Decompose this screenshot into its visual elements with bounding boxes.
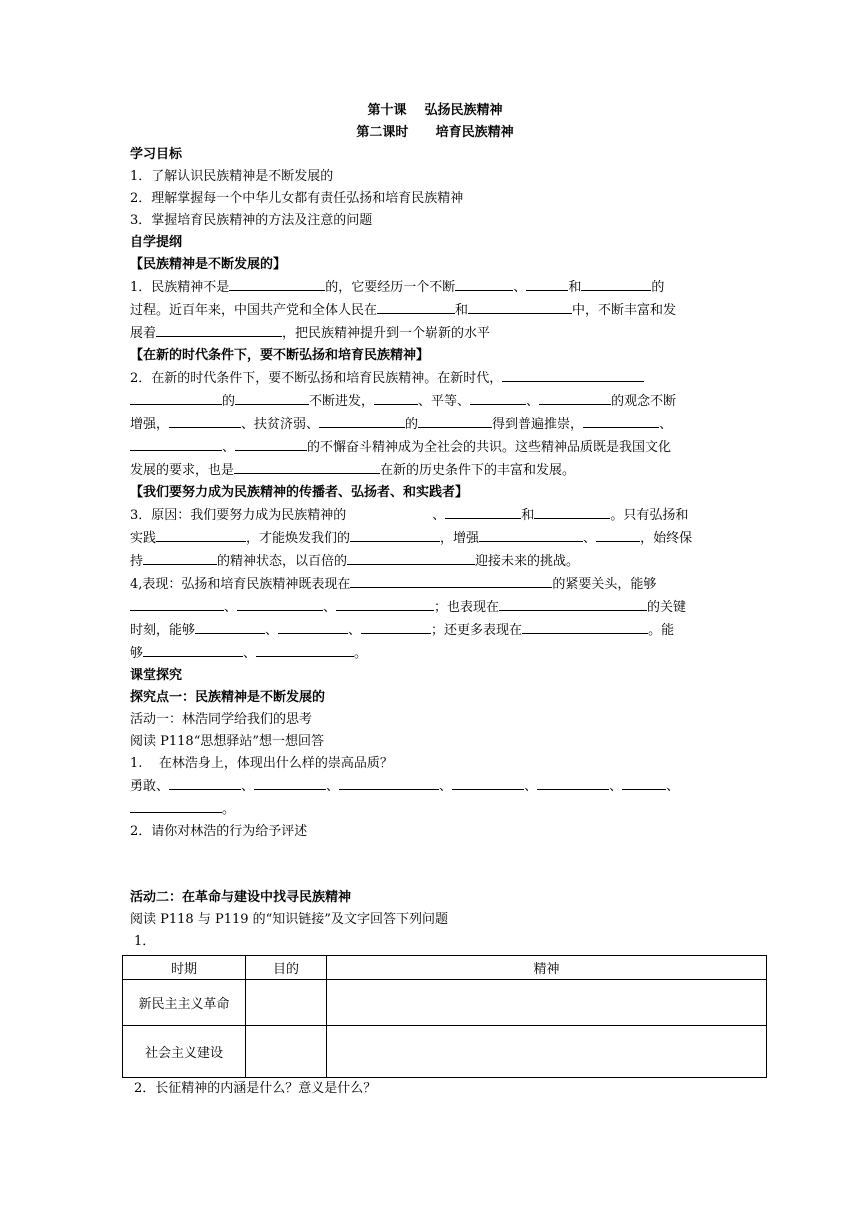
text: 的 (651, 280, 665, 295)
blank[interactable] (622, 775, 666, 790)
text: 、 (348, 623, 362, 638)
text: 的 (405, 417, 419, 432)
question-1-answers-cont (130, 798, 740, 821)
text: 1．民族精神不是 (130, 280, 230, 295)
blank[interactable] (130, 596, 224, 611)
text: 、 (241, 779, 255, 794)
text: 中，不断丰富和发 (572, 303, 677, 318)
paragraph-2-cont (130, 459, 740, 482)
text: 展着 (130, 326, 157, 341)
text: 、扶贫济弱、 (241, 417, 320, 432)
blank[interactable] (278, 619, 348, 634)
text: 发展的要求，也是 (130, 463, 235, 478)
paragraph-4-cont (130, 642, 740, 665)
blank[interactable] (350, 573, 552, 588)
blank[interactable] (336, 596, 434, 611)
blank[interactable] (235, 390, 309, 405)
text: 迎接未来的挑战。 (475, 554, 580, 569)
paragraph-3 (130, 504, 740, 527)
paragraph-2-cont (130, 390, 740, 413)
paragraph-2-cont (130, 436, 740, 459)
paragraph-2-cont (130, 413, 740, 436)
outline-heading: 自学提纲 (130, 235, 183, 250)
blank[interactable] (452, 775, 524, 790)
blank[interactable] (468, 299, 572, 314)
text: 。 (354, 646, 368, 661)
text: 、 (439, 779, 453, 794)
text: 的紧要关头，能够 (552, 577, 657, 592)
text: 得到普遍推崇， (492, 417, 584, 432)
text: 和 (455, 303, 469, 318)
blank[interactable] (234, 459, 380, 474)
blank[interactable] (455, 276, 513, 291)
paragraph-1 (130, 276, 740, 299)
paragraph-1-cont (130, 322, 740, 345)
question-4: 2．长征精神的内涵是什么？意义是什么？ (134, 1081, 377, 1096)
blank[interactable] (143, 550, 217, 565)
blank[interactable] (237, 596, 323, 611)
blank[interactable] (156, 527, 246, 542)
activity-1: 活动一：林浩同学给我们的思考 (130, 712, 313, 727)
blank[interactable] (254, 775, 326, 790)
blank[interactable] (235, 436, 307, 451)
explore-point-1: 探究点一：民族精神是不断发展的 (130, 690, 326, 705)
blank[interactable] (143, 642, 243, 657)
text: 的观念不断 (611, 394, 677, 409)
text: 、 (323, 600, 337, 615)
blank[interactable] (339, 775, 439, 790)
text: 、 (526, 394, 540, 409)
paragraph-2 (130, 367, 740, 390)
blank[interactable] (479, 527, 583, 542)
blank[interactable] (470, 390, 526, 405)
blank[interactable] (499, 596, 647, 611)
header-spirit: 精神 (327, 956, 767, 980)
text: 的，它要经历一个不断 (325, 280, 456, 295)
text: 的关键 (647, 600, 687, 615)
header-purpose: 目的 (246, 956, 327, 980)
text: 。能 (648, 623, 675, 638)
blank[interactable] (418, 413, 492, 428)
row-purpose-cell[interactable] (246, 1026, 327, 1078)
row-period: 新民主主义革命 (123, 980, 246, 1026)
objective-item: 3．掌握培育民族精神的方法及注意的问题 (130, 213, 373, 228)
text: 4,表现：弘扬和培育民族精神既表现在 (130, 577, 351, 592)
blank[interactable] (361, 619, 431, 634)
text: ；还更多表现在 (431, 623, 523, 638)
question-2: 2．请你对林浩的行为给予评述 (130, 824, 308, 839)
text: 时刻，能够 (130, 623, 196, 638)
blank[interactable] (445, 504, 521, 519)
paragraph-3-cont (130, 550, 740, 573)
text: 、 (265, 623, 279, 638)
text: 的精神状态，以百倍的 (217, 554, 348, 569)
blank[interactable] (526, 276, 568, 291)
text: 、 (222, 440, 236, 455)
lesson-title: 第十课 弘扬民族精神 (367, 103, 503, 118)
objective-item: 2．理解掌握每一个中华儿女都有责任弘扬和培育民族精神 (130, 191, 464, 206)
blank[interactable] (377, 299, 455, 314)
blank[interactable] (256, 642, 354, 657)
blank[interactable] (374, 390, 418, 405)
section-heading-new-era: 【在新的时代条件下，要不断弘扬和培育民族精神】 (130, 348, 430, 363)
spirit-table (122, 955, 767, 1078)
text: 不断进发， (309, 394, 375, 409)
section-heading-practice: 【我们要努力成为民族精神的传播者、弘扬者、和实践者】 (130, 485, 469, 500)
question-1: 1. 在林浩身上，体现出什么样的崇高品质？ (130, 756, 393, 771)
text: 过程。近百年来，中国共产党和全体人民在 (130, 303, 378, 318)
text: 。只有弘扬和 (610, 508, 689, 523)
blank[interactable] (229, 276, 325, 291)
text: ，始终保 (640, 531, 693, 546)
text: 3．原因：我们要努力成为民族精神的 (130, 508, 347, 523)
paragraph-4-cont (130, 596, 740, 619)
blank[interactable] (169, 775, 241, 790)
text: ；也表现在 (434, 600, 500, 615)
text: 增强， (130, 417, 170, 432)
question-1-answers (130, 775, 740, 798)
text: 、 (326, 779, 340, 794)
text: 、 (609, 779, 623, 794)
table-row (123, 1026, 767, 1078)
text: ，增强 (440, 531, 480, 546)
answer-space[interactable] (130, 843, 740, 887)
explore-heading: 课堂探究 (130, 668, 183, 683)
paragraph-1-cont (130, 299, 740, 322)
reading-instruction-2: 阅读 P118 与 P119 的“知识链接”及文字回答下列问题 (130, 912, 448, 927)
blank[interactable] (130, 798, 222, 813)
text: 的 (222, 394, 236, 409)
blank[interactable] (534, 504, 610, 519)
table-row (123, 980, 767, 1026)
text: 实践 (130, 531, 157, 546)
blank[interactable] (581, 276, 651, 291)
text: 2．在新的时代条件下，要不断弘扬和培育民族精神。在新时代， (130, 371, 503, 386)
blank[interactable] (347, 550, 475, 565)
blank[interactable] (130, 436, 222, 451)
text: 在新的历史条件下的丰富和发展。 (380, 463, 576, 478)
text: 、平等、 (418, 394, 471, 409)
text: 、 (432, 508, 446, 523)
blank[interactable] (522, 619, 648, 634)
text: ，才能焕发我们的 (246, 531, 351, 546)
section-heading-development: 【民族精神是不断发展的】 (130, 257, 287, 272)
question-3: 1． (134, 934, 156, 949)
text: 、 (583, 531, 597, 546)
paragraph-4 (130, 573, 740, 596)
text: 的不懈奋斗精神成为全社会的共识。这些精神品质既是我国文化 (307, 440, 672, 455)
text: 、 (666, 779, 680, 794)
text: ，把民族精神提升到一个崭新的水平 (282, 326, 491, 341)
blank[interactable] (169, 413, 241, 428)
blank[interactable] (596, 527, 640, 542)
blank[interactable] (539, 390, 611, 405)
text: 持 (130, 554, 144, 569)
reading-instruction-1: 阅读 P118“思想驿站”想一想回答 (130, 734, 324, 749)
blank[interactable] (195, 619, 265, 634)
row-spirit-cell[interactable] (327, 1026, 767, 1078)
text: 、 (243, 646, 257, 661)
header-period: 时期 (123, 956, 246, 980)
blank[interactable] (502, 367, 644, 382)
text: 、 (524, 779, 538, 794)
blank[interactable] (130, 390, 222, 405)
objective-item: 1．了解认识民族精神是不断发展的 (130, 169, 334, 184)
text: 、 (659, 417, 673, 432)
lesson-subtitle: 第二课时 培育民族精神 (356, 125, 514, 140)
text: 够 (130, 646, 144, 661)
row-spirit-cell[interactable] (327, 980, 767, 1026)
paragraph-3-cont (130, 527, 740, 550)
table-header-row (123, 956, 767, 980)
text: 、 (224, 600, 238, 615)
text: 和 (521, 508, 535, 523)
activity-2: 活动二：在革命与建设中找寻民族精神 (130, 890, 352, 905)
blank[interactable] (537, 775, 609, 790)
row-purpose-cell[interactable] (246, 980, 327, 1026)
blank[interactable] (319, 413, 405, 428)
paragraph-4-cont (130, 619, 740, 642)
text: 、 (513, 280, 527, 295)
row-period: 社会主义建设 (123, 1026, 246, 1078)
text: 勇敢、 (130, 779, 170, 794)
text: 。 (222, 802, 236, 817)
blank[interactable] (350, 527, 440, 542)
blank[interactable] (583, 413, 659, 428)
worksheet (130, 100, 740, 1100)
blank[interactable] (156, 322, 282, 337)
text: 和 (568, 280, 582, 295)
objectives-heading: 学习目标 (130, 147, 183, 162)
